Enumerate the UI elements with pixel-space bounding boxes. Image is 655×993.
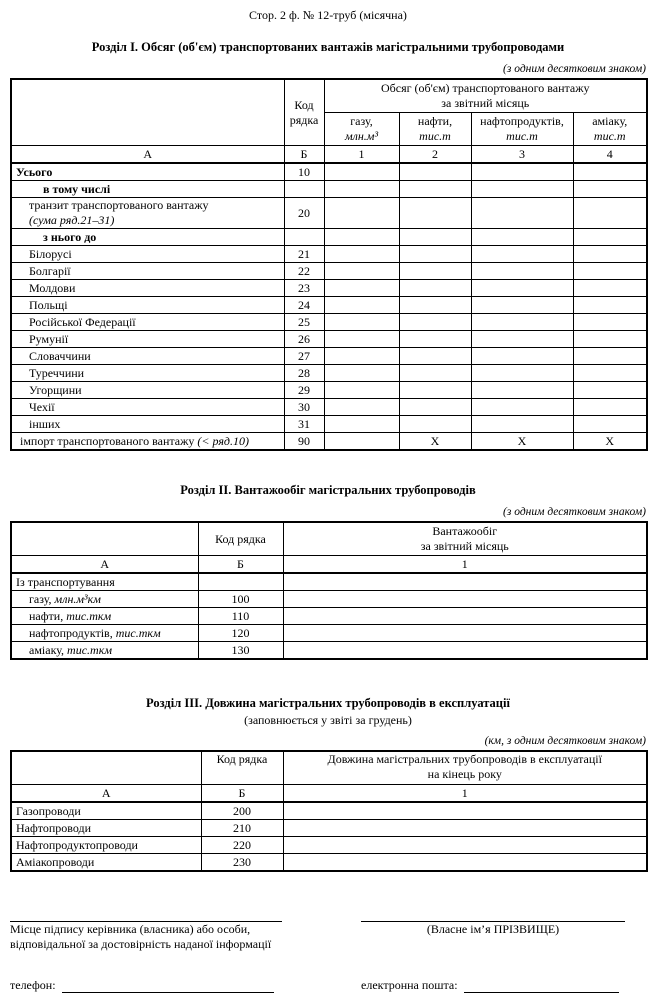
- value-cell: [471, 229, 573, 246]
- row-unit: тис.ткм: [67, 642, 112, 657]
- row-label: Туреччини: [11, 365, 284, 382]
- value-cell: [573, 348, 647, 365]
- value-cell: [324, 382, 399, 399]
- row-label: [11, 642, 198, 660]
- section3-decimal-note: (км, з одним десятковим знаком): [484, 734, 646, 747]
- code-header-cell: Код рядка: [201, 751, 283, 785]
- stub-header-cell: [11, 79, 284, 146]
- value-cell: [573, 280, 647, 297]
- contacts-block: [10, 978, 646, 993]
- column-name: нафти,: [417, 114, 453, 128]
- value-cell: [324, 263, 399, 280]
- row-label: Румунії: [11, 331, 284, 348]
- value-cell: [399, 331, 471, 348]
- value-cell: [399, 365, 471, 382]
- value-cell: [471, 280, 573, 297]
- row-label: [11, 591, 198, 608]
- table-header-row: [11, 751, 647, 785]
- table-row: [11, 608, 647, 625]
- value-cell: [573, 198, 647, 229]
- row-label-text: імпорт транспортованого вантажу: [20, 433, 195, 448]
- value-cell: [471, 314, 573, 331]
- letter-cell: 2: [399, 146, 471, 164]
- column-name: аміаку,: [592, 114, 628, 128]
- table-row: [11, 854, 647, 872]
- row-code: [198, 573, 283, 591]
- row-label: Нафтопродуктопроводи: [11, 837, 201, 854]
- row-code: 130: [198, 642, 283, 660]
- table-row: [11, 642, 647, 660]
- value-cell: [324, 181, 399, 198]
- value-cell: [399, 163, 471, 181]
- section2-title: Розділ II. Вантажообіг магістральних трубопроводів: [180, 483, 476, 497]
- column-name: газу,: [350, 114, 373, 128]
- row-code: 20: [284, 198, 324, 229]
- section1-title: Розділ I. Обсяг (об'єм) транспортованих вантажів магістральними трубопроводами: [91, 40, 565, 54]
- group-header-cell: [324, 79, 647, 113]
- value-cell: [399, 348, 471, 365]
- section1-decimal-note: (з одним десятковим знаком): [503, 62, 646, 75]
- row-label: Угорщини: [11, 382, 284, 399]
- value-cell: [324, 331, 399, 348]
- table-row: [11, 163, 647, 181]
- row-code: [284, 181, 324, 198]
- letters-row: [11, 146, 647, 164]
- value-cell: [471, 331, 573, 348]
- table-row: [11, 399, 647, 416]
- table-row: [11, 314, 647, 331]
- row-label: [11, 433, 284, 451]
- row-code: 21: [284, 246, 324, 263]
- page-header-note: Стор. 2 ф. № 12-труб (місячна): [249, 8, 407, 22]
- value-cell: [399, 181, 471, 198]
- letter-cell: А: [11, 146, 284, 164]
- table-row: [11, 331, 647, 348]
- code-header-cell: Код рядка: [198, 522, 283, 556]
- value-cell: [283, 820, 647, 837]
- value-cell: [471, 416, 573, 433]
- row-label: [11, 198, 284, 229]
- stub-header-cell: [11, 751, 201, 785]
- table-row: [11, 181, 647, 198]
- value-cell: [573, 246, 647, 263]
- table-row: [11, 837, 647, 854]
- value-cell: [283, 854, 647, 872]
- value-cell: [573, 416, 647, 433]
- letter-cell: Б: [198, 556, 283, 574]
- letter-cell: Б: [284, 146, 324, 164]
- row-label: інших: [11, 416, 284, 433]
- value-cell: Х: [471, 433, 573, 451]
- value-cell: [471, 382, 573, 399]
- value-cell: [471, 246, 573, 263]
- value-cell: [573, 229, 647, 246]
- row-code: 22: [284, 263, 324, 280]
- signature-caption-line2: відповідальної за достовірність наданої інформації: [10, 937, 272, 951]
- value-cell: [283, 642, 647, 660]
- value-cell: [471, 399, 573, 416]
- row-code: 25: [284, 314, 324, 331]
- signature-left: [10, 920, 350, 952]
- email-blank-line: [464, 979, 619, 993]
- value-cell: [399, 229, 471, 246]
- value-cell: [324, 399, 399, 416]
- value-cell: [573, 314, 647, 331]
- value-cell: [471, 198, 573, 229]
- row-label: Газопроводи: [11, 802, 201, 820]
- letter-cell: 1: [324, 146, 399, 164]
- table-row: [11, 433, 647, 451]
- value-cell: [324, 416, 399, 433]
- table-row: [11, 820, 647, 837]
- value-cell: [399, 280, 471, 297]
- section3-table: [10, 750, 648, 872]
- row-label: Російської Федерації: [11, 314, 284, 331]
- row-code: 10: [284, 163, 324, 181]
- value-cell: [471, 297, 573, 314]
- value-cell: [471, 365, 573, 382]
- row-label: Нафтопроводи: [11, 820, 201, 837]
- value-cell: [283, 591, 647, 608]
- table-row: [11, 365, 647, 382]
- value-cell: [573, 181, 647, 198]
- row-code: 27: [284, 348, 324, 365]
- value-cell: [324, 163, 399, 181]
- row-label: Словаччини: [11, 348, 284, 365]
- row-label: Болгарії: [11, 263, 284, 280]
- column-header-cell: [283, 522, 647, 556]
- column-header-oil-products: [471, 113, 573, 146]
- section2-table: [10, 521, 648, 660]
- row-label: Молдови: [11, 280, 284, 297]
- stub-header-cell: [11, 522, 198, 556]
- column-header-line1: Вантажообіг: [432, 524, 498, 538]
- row-label: Чехії: [11, 399, 284, 416]
- row-unit: тис.ткм: [66, 608, 112, 623]
- phone-field: [10, 978, 361, 993]
- letter-cell: 1: [283, 785, 647, 803]
- table-row: [11, 416, 647, 433]
- row-label-text: нафтопродуктів,: [29, 625, 113, 640]
- letter-cell: Б: [201, 785, 283, 803]
- value-cell: [283, 608, 647, 625]
- table-row: [11, 198, 647, 229]
- row-code: 230: [201, 854, 283, 872]
- value-cell: [324, 246, 399, 263]
- value-cell: [283, 837, 647, 854]
- value-cell: [399, 382, 471, 399]
- row-unit: млн.м³км: [54, 591, 101, 606]
- row-label-text: аміаку,: [29, 642, 65, 657]
- table-row: [11, 229, 647, 246]
- value-cell: [573, 382, 647, 399]
- row-unit: тис.ткм: [115, 625, 161, 640]
- table-row: [11, 246, 647, 263]
- column-unit: млн.м³: [344, 129, 379, 143]
- section2-decimal-note: (з одним десятковим знаком): [503, 505, 646, 518]
- column-header-ammonia: [573, 113, 647, 146]
- row-label: Із транспортування: [11, 573, 198, 591]
- table-row: [11, 382, 647, 399]
- letter-cell: 1: [283, 556, 647, 574]
- value-cell: [573, 263, 647, 280]
- value-cell: [471, 163, 573, 181]
- section1-table: [10, 78, 648, 451]
- signature-right: [361, 920, 646, 952]
- value-cell: [324, 433, 399, 451]
- signature-block: [10, 920, 646, 952]
- column-unit: тис.т: [593, 129, 626, 143]
- row-label-note: (< ряд.10): [197, 433, 249, 448]
- value-cell: [573, 163, 647, 181]
- row-label: в тому числі: [11, 181, 284, 198]
- row-label: [11, 625, 198, 642]
- value-cell: [283, 573, 647, 591]
- value-cell: [399, 263, 471, 280]
- value-cell: [573, 399, 647, 416]
- value-cell: [324, 198, 399, 229]
- table-row: [11, 625, 647, 642]
- column-name: нафтопродуктів,: [480, 114, 564, 128]
- value-cell: [471, 181, 573, 198]
- row-code: 220: [201, 837, 283, 854]
- row-label: [11, 608, 198, 625]
- value-cell: [399, 314, 471, 331]
- table-header-row: [11, 79, 647, 113]
- value-cell: [283, 802, 647, 820]
- row-label: Польщі: [11, 297, 284, 314]
- value-cell: Х: [573, 433, 647, 451]
- value-cell: [324, 365, 399, 382]
- value-cell: [324, 348, 399, 365]
- row-code: 29: [284, 382, 324, 399]
- column-unit: тис.т: [506, 129, 538, 143]
- letters-row: [11, 785, 647, 803]
- row-label-line1: транзит транспортованого вантажу: [29, 198, 209, 212]
- letters-row: [11, 556, 647, 574]
- table-row: [11, 263, 647, 280]
- email-field: [361, 978, 619, 993]
- value-cell: [399, 246, 471, 263]
- row-code: 28: [284, 365, 324, 382]
- row-code: 100: [198, 591, 283, 608]
- letter-cell: А: [11, 556, 198, 574]
- row-code: 30: [284, 399, 324, 416]
- value-cell: [573, 365, 647, 382]
- value-cell: [399, 416, 471, 433]
- phone-label: телефон:: [10, 978, 56, 992]
- value-cell: [399, 297, 471, 314]
- row-label: Білорусі: [11, 246, 284, 263]
- row-label-text: нафти,: [29, 608, 64, 623]
- value-cell: [471, 348, 573, 365]
- value-cell: [471, 263, 573, 280]
- value-cell: [399, 198, 471, 229]
- letter-cell: А: [11, 785, 201, 803]
- value-cell: [324, 297, 399, 314]
- row-code: 110: [198, 608, 283, 625]
- table-row: [11, 348, 647, 365]
- row-label: з нього до: [11, 229, 284, 246]
- group-header-line1: Обсяг (об'єм) транспортованого вантажу: [381, 81, 590, 95]
- group-header-line2: за звітний місяць: [441, 96, 530, 110]
- value-cell: Х: [399, 433, 471, 451]
- column-header-line2: на кінець року: [427, 767, 502, 781]
- value-cell: [324, 280, 399, 297]
- value-cell: [573, 297, 647, 314]
- signature-caption-line1: Місце підпису керівника (власника) або особи,: [10, 922, 251, 936]
- table-row: [11, 280, 647, 297]
- row-label: Усього: [11, 163, 284, 181]
- letter-cell: 4: [573, 146, 647, 164]
- code-header-cell: Код рядка: [284, 79, 324, 146]
- section3-subtitle: (заповнюється у звіті за грудень): [244, 712, 412, 727]
- row-label: Аміакопроводи: [11, 854, 201, 872]
- table-header-row: [11, 522, 647, 556]
- value-cell: [324, 229, 399, 246]
- column-unit: тис.т: [419, 129, 451, 143]
- row-label-text: газу,: [29, 591, 52, 606]
- row-code: 24: [284, 297, 324, 314]
- column-header-cell: [283, 751, 647, 785]
- value-cell: [573, 331, 647, 348]
- table-row: [11, 573, 647, 591]
- email-label: електронна пошта:: [361, 978, 458, 992]
- row-code: 26: [284, 331, 324, 348]
- row-code: 31: [284, 416, 324, 433]
- table-row: [11, 297, 647, 314]
- table-row: [11, 591, 647, 608]
- column-header-oil: [399, 113, 471, 146]
- table-row: [11, 802, 647, 820]
- column-header-gas: [324, 113, 399, 146]
- value-cell: [283, 625, 647, 642]
- row-label-note: (сума ряд.21–31): [29, 213, 115, 227]
- value-cell: [324, 314, 399, 331]
- name-caption: (Власне ім’я ПРІЗВИЩЕ): [426, 922, 560, 936]
- row-code: 200: [201, 802, 283, 820]
- column-header-line2: за звітний місяць: [420, 539, 509, 553]
- row-code: 23: [284, 280, 324, 297]
- section3-title: Розділ III. Довжина магістральних трубопроводів в експлуатації: [146, 696, 510, 710]
- row-code: 120: [198, 625, 283, 642]
- column-header-line1: Довжина магістральних трубопроводів в експлуатації: [327, 752, 602, 766]
- letter-cell: 3: [471, 146, 573, 164]
- row-code: 90: [284, 433, 324, 451]
- row-code: [284, 229, 324, 246]
- row-code: 210: [201, 820, 283, 837]
- value-cell: [399, 399, 471, 416]
- phone-blank-line: [62, 979, 274, 993]
